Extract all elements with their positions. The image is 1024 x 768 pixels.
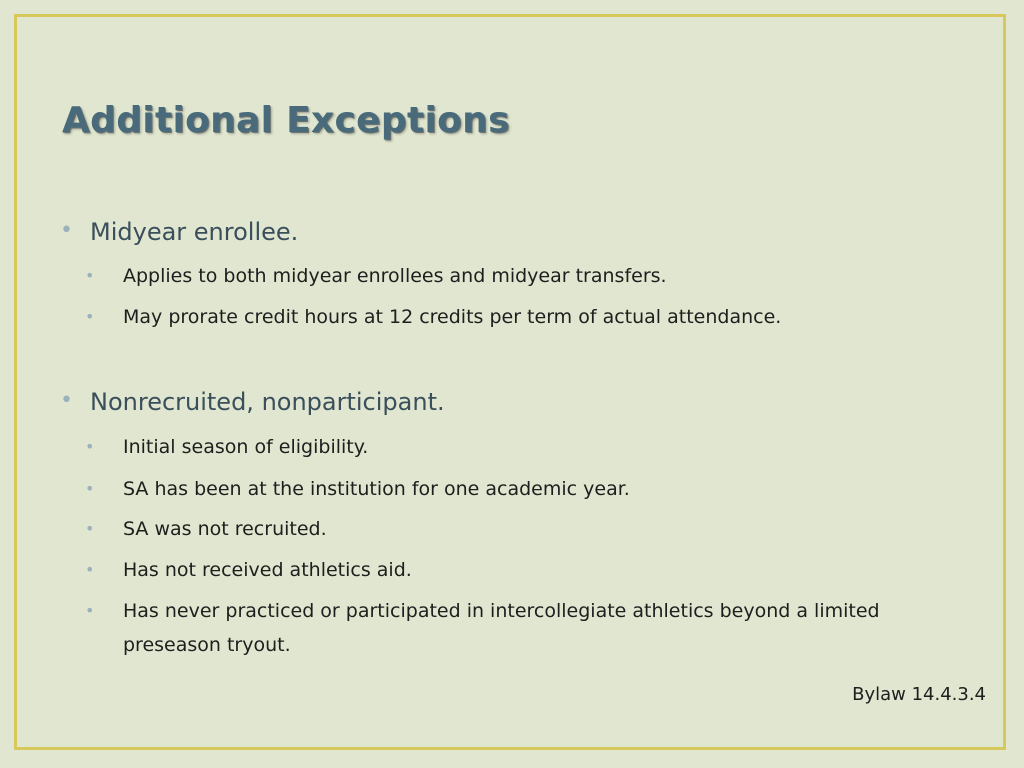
list-item bbox=[85, 259, 983, 293]
bullet-dot-icon: • bbox=[85, 266, 95, 285]
bullet-dot-icon: • bbox=[85, 601, 95, 620]
list-item-text: Has not received athletics aid. bbox=[123, 559, 412, 581]
slide-title: Additional Exceptions bbox=[62, 100, 510, 141]
section-heading-nonrecruited bbox=[60, 388, 445, 416]
bylaw-reference: Bylaw 14.4.3.4 bbox=[852, 684, 986, 705]
list-item bbox=[85, 594, 983, 662]
list-item-text: Initial season of eligibility. bbox=[123, 436, 369, 458]
section-heading-midyear bbox=[60, 218, 298, 246]
list-item-text: SA has been at the institution for one academic year. bbox=[123, 478, 630, 500]
bullet-dot-icon: • bbox=[85, 560, 95, 579]
list-item bbox=[85, 553, 983, 587]
section-heading-text: Nonrecruited, nonparticipant. bbox=[90, 388, 445, 416]
list-item bbox=[85, 300, 983, 334]
list-item-text: May prorate credit hours at 12 credits per term of actual attendance. bbox=[123, 306, 782, 328]
list-item-text: Applies to both midyear enrollees and midyear transfers. bbox=[123, 265, 667, 287]
list-item bbox=[85, 472, 983, 506]
list-item-text: SA was not recruited. bbox=[123, 518, 327, 540]
bullet-dot-icon: • bbox=[85, 437, 95, 456]
bullet-dot-icon: • bbox=[85, 307, 95, 326]
list-item-text: Has never practiced or participated in intercollegiate athletics beyond a limited preseason tryout. bbox=[123, 600, 880, 656]
list-item bbox=[85, 430, 983, 464]
bullet-dot-icon: • bbox=[60, 218, 73, 243]
bullet-dot-icon: • bbox=[60, 388, 73, 413]
bullet-dot-icon: • bbox=[85, 519, 95, 538]
list-item bbox=[85, 512, 983, 546]
bullet-dot-icon: • bbox=[85, 479, 95, 498]
section-heading-text: Midyear enrollee. bbox=[90, 218, 299, 246]
